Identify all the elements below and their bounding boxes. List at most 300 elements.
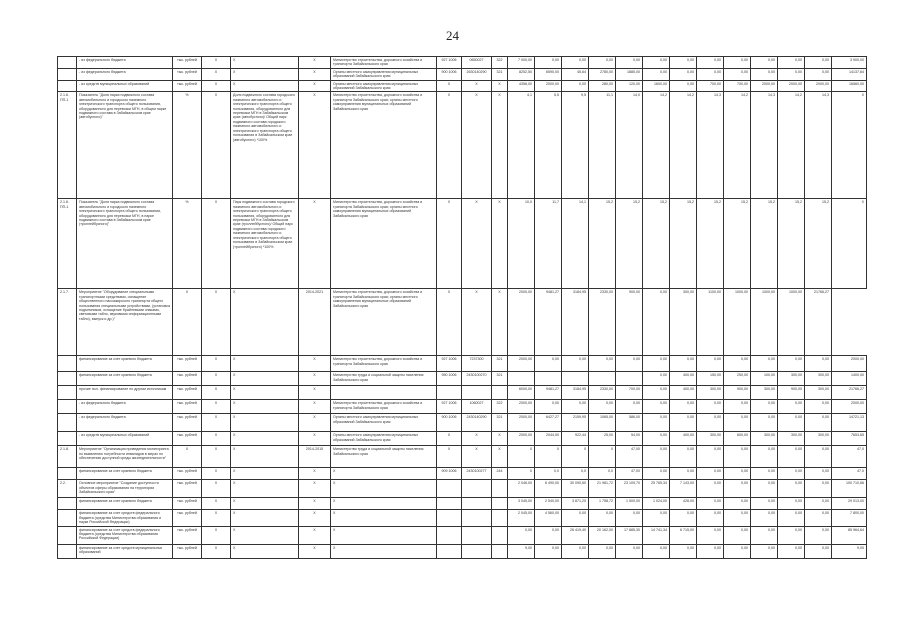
table-cell: Х (202, 510, 231, 526)
table-cell (331, 386, 437, 400)
table-cell: 14,2 (778, 92, 805, 199)
table-cell: 14,0 (616, 92, 643, 199)
table-cell: 25,00 (589, 432, 616, 446)
table-cell: 20 162,00 (589, 526, 616, 544)
table-cell: Мероприятие "Организация проведения мониторинга по выявлению потребности инвалидов в мерах по обеспечению доступной среды жизнедеятельности" (77, 446, 173, 468)
table-cell: 0,00 (616, 356, 643, 372)
table-cell: тыс. рублей (173, 57, 202, 69)
table-cell (58, 432, 77, 446)
table-cell: 15,2 (589, 199, 616, 289)
table-cell: Министерство строительства, дорожного хозяйства и транспорта Забайкальского края; органы местного самоуправления муниципальных образований Забайкальского края (331, 289, 437, 356)
table-cell: 0,00 (589, 400, 616, 414)
table-row (58, 92, 867, 199)
table-cell: 0,00 (643, 446, 670, 468)
table-cell: Органы местного самоуправления муниципальных образований Забайкальского края (331, 80, 437, 92)
table-cell: Х (299, 80, 331, 92)
table-cell: Х (202, 386, 231, 400)
table-cell: 0,00 (562, 80, 589, 92)
table-cell: 300,00 (805, 372, 832, 386)
table-cell: Х (437, 289, 462, 356)
table-cell: тыс. рублей (173, 480, 202, 498)
table-cell: Министерство строительства, дорожного хозяйства и транспорта Забайкальского края (331, 356, 437, 372)
table-cell: 9481,27 (535, 386, 562, 400)
table-cell: 0,00 (778, 356, 805, 372)
table-cell: 2000,00 (832, 356, 867, 372)
table-cell: 0,00 (697, 498, 724, 510)
table-cell: 244 (492, 468, 508, 480)
table-cell: 0,00 (670, 400, 697, 414)
table-cell (462, 498, 492, 510)
table-cell: 300,00 (670, 289, 697, 356)
table-cell: 0,00 (670, 57, 697, 69)
table-cell: Х (437, 80, 462, 92)
table-row (58, 68, 867, 80)
table-cell: 15,2 (670, 199, 697, 289)
table-cell: тыс. рублей (173, 356, 202, 372)
table-cell: тыс. рублей (173, 432, 202, 446)
table-cell: 2780,00 (589, 68, 616, 80)
table-cell: Доля подвижного состава городского наземного автомобильного и электрического транспорта общего пользования, оборудованного для перевозки МГН в Забайкальском крае (автобусного)/ Общий парк подвижного состава городского наземного автомобильного и электрического транспорта общего пользования в Забайкальском крае (автобусного) *100% (231, 92, 299, 199)
table-cell: Х (462, 80, 492, 92)
table-cell: 2.2. (58, 480, 77, 498)
table-cell: Х (202, 289, 231, 356)
table-cell: 2000,00 (508, 414, 535, 432)
table-cell: 0,00 (697, 414, 724, 432)
table-cell: 322 (492, 57, 508, 69)
table-cell: Х (331, 468, 437, 480)
table-cell: 0,00 (724, 480, 751, 498)
table-cell: Х (331, 510, 437, 526)
table-cell: Х (299, 414, 331, 432)
table-cell: 1400,00 (832, 372, 867, 386)
table-cell: 0,00 (751, 468, 778, 480)
table-cell: Х (832, 92, 867, 199)
table-cell (437, 480, 462, 498)
table-cell: тыс. рублей (173, 544, 202, 558)
table-cell: 150,00 (697, 372, 724, 386)
table-cell: 0,00 (778, 526, 805, 544)
table-cell: 0,00 (751, 480, 778, 498)
table-cell: 14,3 (805, 92, 832, 199)
table-cell: 21766,27 (832, 386, 867, 400)
table-cell: % (173, 92, 202, 199)
table-cell: Х (331, 544, 437, 558)
table-cell: 0,00 (724, 57, 751, 69)
table-cell (58, 372, 77, 386)
table-cell (462, 544, 492, 558)
table-row (58, 498, 867, 510)
table-cell: 0,00 (724, 468, 751, 480)
table-cell (58, 498, 77, 510)
table-cell: финансирование за счет средств федерального бюджета (средства Министерства образования и науки Российской Федерации) (77, 510, 173, 526)
table-cell: 300,00 (751, 386, 778, 400)
table-cell: 0,00 (778, 480, 805, 498)
table-cell: 2000,00 (508, 432, 535, 446)
table-cell: 586,00 (616, 414, 643, 432)
table-cell: 2 540,00 (535, 498, 562, 510)
table-cell (58, 510, 77, 526)
table-cell (462, 386, 492, 400)
table-cell: Х (202, 372, 231, 386)
table-cell: Х (231, 414, 299, 432)
table-cell (462, 480, 492, 498)
table-cell: 2000,00 (778, 80, 805, 92)
table-cell: 0,00 (724, 414, 751, 432)
table-cell: Показатель "Доля парка подвижного состава автомобильного и городского наземного электрического транспорта общего пользования, оборудованного для перевозки МГН, в парке подвижного состава в Забайкальском крае (троллейбусного)" (77, 199, 173, 289)
table-cell: 85 964,64 (832, 526, 867, 544)
table-cell: 0,00 (697, 544, 724, 558)
table-cell: % (173, 199, 202, 289)
table-cell: 300,00 (778, 372, 805, 386)
table-cell: 909 1006 (437, 468, 462, 480)
table-cell: 0,00 (643, 544, 670, 558)
table-cell: 0 (508, 468, 535, 480)
table-row (58, 199, 867, 289)
table-cell: Х (202, 92, 231, 199)
table-cell: Х (462, 446, 492, 468)
table-cell: Х (492, 446, 508, 468)
table-cell: 15,2 (724, 199, 751, 289)
table-cell: 6 715,00 (670, 526, 697, 544)
table-cell: 0,00 (778, 57, 805, 69)
table-cell: 0,00 (670, 446, 697, 468)
table-row (58, 414, 867, 432)
table-cell: 2430140290 (462, 414, 492, 432)
table-cell: 100,00 (751, 372, 778, 386)
table-cell: 1 024,00 (643, 498, 670, 510)
table-cell: 2430100270 (462, 372, 492, 386)
table-cell: 900 1006 (437, 68, 462, 80)
table-row (58, 289, 867, 356)
table-cell: 0,00 (724, 68, 751, 80)
table-cell: 321 (492, 414, 508, 432)
table-cell: 0,00 (778, 68, 805, 80)
table-cell: Х (231, 68, 299, 80)
table-cell: 2.1.6. ПП-1 (58, 92, 77, 199)
table-cell: 1000,00 (751, 289, 778, 356)
table-cell: 0,00 (778, 400, 805, 414)
table-cell (58, 356, 77, 372)
table-cell: Х (231, 468, 299, 480)
table-cell: 2000,00 (832, 400, 867, 414)
table-cell: 300,00 (697, 432, 724, 446)
table-cell: 0,00 (805, 468, 832, 480)
table-cell (437, 510, 462, 526)
table-cell (437, 526, 462, 544)
table-cell: 14,2 (670, 92, 697, 199)
table-cell (492, 544, 508, 558)
table-cell: Х (202, 432, 231, 446)
table-cell: Органы местного самоуправления муниципальных образований Забайкальского края (331, 414, 437, 432)
table-cell: Х (231, 80, 299, 92)
table-cell: 900 1006 (437, 414, 462, 432)
table-cell: 0,00 (805, 498, 832, 510)
table-cell: Х (299, 480, 331, 498)
table-cell: 14,1 (562, 199, 589, 289)
table-cell (562, 372, 589, 386)
table-cell: 2.1.8. (58, 446, 77, 468)
table-cell: 0,00 (778, 446, 805, 468)
table-cell: 4356,00 (508, 80, 535, 92)
table-cell: 3 900,00 (832, 57, 867, 69)
table-cell: Органы местного самоуправления муниципальных образований Забайкальского края (331, 432, 437, 446)
table-body (58, 57, 867, 559)
table-cell: 1885,00 (616, 68, 643, 80)
table-cell: Министерство строительства, дорожного хозяйства и транспорта Забайкальского края (331, 57, 437, 69)
table-cell: 0,00 (670, 510, 697, 526)
table-cell: 0,00 (778, 510, 805, 526)
table-cell: 14,2 (643, 92, 670, 199)
table-cell: 0,00 (697, 57, 724, 69)
table-cell: 0,00 (805, 57, 832, 69)
table-cell: 0,00 (670, 68, 697, 80)
table-cell: 0,00 (724, 526, 751, 544)
table-cell: 0,00 (751, 400, 778, 414)
table-cell: Х (202, 526, 231, 544)
table-cell: Х (492, 432, 508, 446)
table-cell: 900,00 (778, 386, 805, 400)
table-cell: - из средств муниципальных образований (77, 80, 173, 92)
table-cell: 10,0 (508, 199, 535, 289)
table-cell: 0,00 (751, 414, 778, 432)
table-cell: Х (231, 544, 299, 558)
table-cell: тыс. рублей (173, 400, 202, 414)
table-cell: 321 (492, 356, 508, 372)
table-cell: тыс. рублей (173, 414, 202, 432)
table-cell: Х (462, 199, 492, 289)
table-cell: 9,5 (562, 92, 589, 199)
table-cell: 428,00 (670, 498, 697, 510)
table-cell: финансирование за счет краевого бюджета (77, 468, 173, 480)
table-cell: Х (202, 68, 231, 80)
table-cell: 15,2 (751, 199, 778, 289)
table-cell: 2044,00 (535, 432, 562, 446)
table-cell: Х (231, 372, 299, 386)
table-cell: 0,0 (562, 468, 589, 480)
table-cell: 3184,95 (562, 386, 589, 400)
table-cell (58, 80, 77, 92)
table-cell: 11,1 (589, 92, 616, 199)
table-cell: 0,00 (751, 57, 778, 69)
table-cell: Х (331, 526, 437, 544)
table-cell: 15,2 (778, 199, 805, 289)
table-cell: Х (437, 446, 462, 468)
table-cell: Х (299, 68, 331, 80)
table-cell: 9481,27 (535, 289, 562, 356)
table-cell: 14137,64 (832, 68, 867, 80)
table-cell: 0,00 (562, 57, 589, 69)
table-cell: 8252,50 (508, 68, 535, 80)
table-cell: Министерство труда и социальной защиты населения Забайкальского края (331, 446, 437, 468)
table-cell: 2000,00 (508, 289, 535, 356)
table-cell (462, 510, 492, 526)
table-cell: 0,00 (805, 414, 832, 432)
table-cell: Х (299, 544, 331, 558)
table-cell: 2.1.6. ПП-1 (58, 199, 77, 289)
table-cell: 400,00 (670, 432, 697, 446)
table-cell: 45,64 (562, 68, 589, 80)
table-cell: 16560,00 (832, 80, 867, 92)
table-cell (437, 544, 462, 558)
table-cell: тыс. рублей (173, 68, 202, 80)
table-cell (58, 526, 77, 544)
table-cell: тыс. рублей (173, 468, 202, 480)
table-cell: Х (231, 432, 299, 446)
table-cell: Х (231, 510, 299, 526)
table-cell: 900,00 (724, 386, 751, 400)
table-cell (58, 544, 77, 558)
table-cell: Министерство строительства, дорожного хозяйства и транспорта Забайкальского края; органы местного самоуправления муниципальных образований Забайкальского края (331, 92, 437, 199)
table-cell: Х (462, 432, 492, 446)
table-cell: Х (462, 92, 492, 199)
table-cell: 2.1.7. (58, 289, 77, 356)
table-cell: Х (202, 199, 231, 289)
table-cell: 0,00 (616, 400, 643, 414)
table-cell (437, 498, 462, 510)
table-cell: Х (231, 57, 299, 69)
table-cell: Х (299, 92, 331, 199)
table-cell: 280,00 (589, 80, 616, 92)
table-cell: 0,00 (751, 526, 778, 544)
table-cell: 1000,00 (724, 289, 751, 356)
table-cell: 0,00 (805, 68, 832, 80)
table-cell: Х (299, 432, 331, 446)
table-cell: - из федерального бюджета (77, 414, 173, 432)
table-cell: Мероприятие "Оборудование специальными транспортными средствами, оснащение общественного пассажирского транспорта общего пользования специальными устройствами, (установка подъемников, оснащение брайлевыми знаками, световыми табло, звуковыми информационными табло), выпуск и др.)" (77, 289, 173, 356)
table-cell: 0,00 (778, 544, 805, 558)
table-cell: 0,00 (697, 468, 724, 480)
table-cell: 0,00 (670, 356, 697, 372)
table-cell: 0 (562, 446, 589, 468)
table-cell: 2 045,00 (508, 510, 535, 526)
table-cell: 0,00 (589, 57, 616, 69)
table-cell: 2000,00 (508, 400, 535, 414)
table-cell: 21766,27 (805, 289, 832, 356)
table-cell: Х (231, 480, 299, 498)
table-cell: 2000,00 (751, 80, 778, 92)
table-cell (58, 57, 77, 69)
table-cell: 0,00 (670, 80, 697, 92)
table-cell: 927 1006 (437, 57, 462, 69)
table-cell: 0,00 (751, 356, 778, 372)
table-cell: 0,00 (643, 386, 670, 400)
table-row (58, 356, 867, 372)
table-cell: Х (202, 414, 231, 432)
table-cell: Министерство строительства, дорожного хозяйства и транспорта Забайкальского края (331, 400, 437, 414)
table-cell: 0,00 (805, 356, 832, 372)
table-cell: 1000,00 (778, 289, 805, 356)
table-cell: 0,00 (697, 446, 724, 468)
table-row (58, 432, 867, 446)
table-cell: 0,00 (535, 526, 562, 544)
table-cell: Х (437, 432, 462, 446)
table-cell: 0,00 (670, 544, 697, 558)
table-cell: Х (299, 510, 331, 526)
table-cell: 0,00 (751, 446, 778, 468)
table-cell: 0,00 (697, 68, 724, 80)
table-cell (492, 510, 508, 526)
table-cell: финансирование за счет краевого бюджета (77, 356, 173, 372)
table-cell: 3 045,00 (508, 498, 535, 510)
table-row (58, 510, 867, 526)
table-cell: Органы местного самоуправления муниципальных образований Забайкальского края (331, 68, 437, 80)
table-cell (58, 468, 77, 480)
table-cell: 0,00 (535, 57, 562, 69)
table-row (58, 386, 867, 400)
table-cell: 2 046,00 (508, 480, 535, 498)
table-cell: финансирование за счет средств муниципальных образований (77, 544, 173, 558)
table-cell: 29 013,00 (832, 498, 867, 510)
table-cell: Х (437, 92, 462, 199)
table-cell: 0,00 (535, 544, 562, 558)
table-cell: 25 765,34 (643, 480, 670, 498)
table-cell: 15,2 (616, 199, 643, 289)
table-cell: Х (299, 468, 331, 480)
table-cell: 0,00 (589, 356, 616, 372)
table-cell: 0,00 (805, 480, 832, 498)
table-cell: 0,00 (805, 446, 832, 468)
table-cell: 7 800,00 (832, 510, 867, 526)
table-row (58, 446, 867, 468)
table-cell: Х (299, 400, 331, 414)
table-cell: 2014-2021 (299, 289, 331, 356)
table-cell: Х (331, 480, 437, 498)
table-cell: 300,00 (778, 432, 805, 446)
program-funding-table (57, 56, 867, 559)
table-cell: Х (202, 480, 231, 498)
table-cell: 0,00 (751, 510, 778, 526)
table-cell: 0,00 (643, 414, 670, 432)
table-cell: 9,00 (832, 544, 867, 558)
table-cell: 0650027 (462, 57, 492, 69)
table-cell: Х (299, 498, 331, 510)
table-cell: 14,3 (751, 92, 778, 199)
table-cell: Х (173, 289, 202, 356)
table-cell: 1600,00 (643, 80, 670, 92)
table-cell: Основное мероприятие "Создание доступности объектов сферы образования на территории Забайкальского края" (77, 480, 173, 498)
table-cell: Х (331, 498, 437, 510)
table-cell: 0,00 (724, 446, 751, 468)
table-cell: Х (173, 446, 202, 468)
table-cell: 47,0 (832, 446, 867, 468)
table-cell: 300,00 (805, 386, 832, 400)
table-cell: 400,00 (670, 372, 697, 386)
table-cell: 322 (492, 400, 508, 414)
table-cell: 0,00 (697, 510, 724, 526)
table-cell: Х (202, 356, 231, 372)
table-row (58, 57, 867, 69)
table-cell: 0,00 (643, 400, 670, 414)
table-cell (508, 372, 535, 386)
table-cell: 7237300 (462, 356, 492, 372)
table-row (58, 372, 867, 386)
table-cell: 321 (492, 68, 508, 80)
table-cell: 21 981,72 (589, 480, 616, 498)
table-cell: 0,00 (724, 356, 751, 372)
table-cell: 14 741,34 (643, 526, 670, 544)
table-cell: 0,00 (508, 526, 535, 544)
table-cell: 2430100277 (462, 468, 492, 480)
table-cell: 1065,00 (589, 414, 616, 432)
table-cell: 300,00 (697, 386, 724, 400)
table-cell: 0,00 (805, 526, 832, 544)
table-cell: финансирование за счет средств федерального бюджета (средства Министерства образования Российской Федерации) (77, 526, 173, 544)
table-cell: Х (231, 386, 299, 400)
table-cell: 7653,65 (832, 432, 867, 446)
table-cell: 700,00 (697, 80, 724, 92)
table-cell: 17 885,30 (616, 526, 643, 544)
table-cell: 5,5 (535, 92, 562, 199)
